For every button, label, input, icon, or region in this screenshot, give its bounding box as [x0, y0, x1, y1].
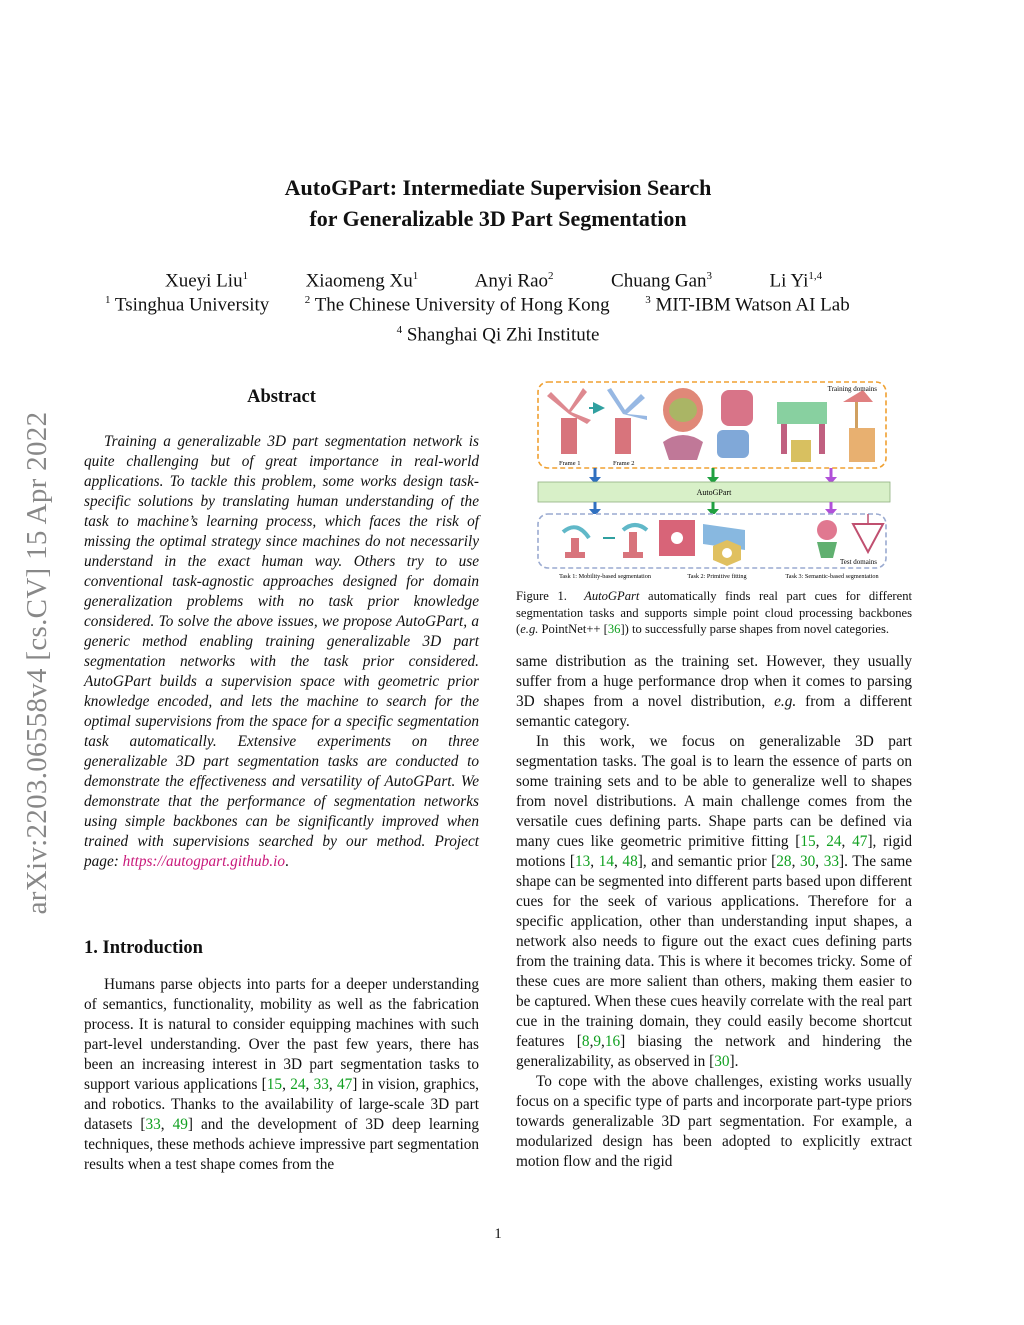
introduction-body: Humans parse objects into parts for a deeper understanding of semantics, functionality, mobility as well as the fabrication process. It is natural to consider equipping machines with such part-level understanding. Over the past few years, there has been an increasing interest in 3D part segmentation tasks to support various applications [15, 24, 33, 47] in vision, graphics, and robotics. Thanks to the availability of large-scale 3D part datasets [33, 49] and the development of 3D deep learning techniques, these methods achieve impressive part segmentation results when a test shape comes from the [84, 976, 479, 1173]
frame1-label: Frame 1 [559, 460, 581, 467]
arxiv-side-label: arXiv:2203.06558v4 [cs.CV] 15 Apr 2022 [21, 411, 53, 915]
citation[interactable]: 47 [337, 1076, 353, 1093]
autogpart-label: AutoGPart [696, 488, 732, 497]
right-column-body: same distribution as the training set. However, they usually suffer from a huge performance drop when it comes to parsing 3D shapes from a novel distribution, e.g. from a different semantic category. In this work, we focus on generalizable 3D part segmentation tasks. The goal is to learn the essence of parts on some training sets and to be able to generalize well to shapes from novel distributions. A main challenge comes from the versatile cues defining parts. Shape parts can be defined via many cues like geometric primitive fitting [15, 24, 47], rigid motions [13, 14, 48], and semantic prior [28, 30, 33]. The same shape can be segmented into different parts based upon different cues for the seek of various applications. Therefore for a specific application, other than understanding input shapes, a network also needs to figure out the exact cues defining parts from the training data. This is where it becomes tricky. Some of these cues are more salient than others, making them easier to be captured. When these cues heavily correlate with the real part cue in the training domain, they could easily become shortcut features [8,9,16] biasing the network and hindering the generalizability, as observed in [30]. To cope with the above challenges, existing works usually focus on a specific type of parts and incorporate part-type priors towards generalizable 3D part segmentation. For example, a modularized design has been adopted to explicitly extract motion flow and the rigid [516, 653, 913, 1170]
citation[interactable]: 9 [593, 1033, 602, 1050]
test-domains-label: Test domains [839, 558, 877, 566]
citation[interactable]: 47 [852, 833, 868, 850]
author-list: Xueyi Liu$^1$ Xiaomeng Xu$^1$ Anyi Rao$^2$ Chuang Gan$^3$ Li Yi$^{1,4}$ [165, 270, 823, 292]
affiliation: Tsinghua University [114, 294, 270, 316]
figure-1-caption: Figure 1. AutoGPart automatically finds real part cues for different segmentation tasks and supports simple point cloud processing backbones (e.g. PointNet++ [36]) to successfully parse shapes from novel categories. [516, 589, 912, 636]
training-domains-label: Training domains [827, 385, 877, 393]
citation[interactable]: 14 [598, 853, 614, 870]
citation[interactable]: 36 [607, 622, 621, 636]
author-name: Anyi Rao [474, 270, 549, 292]
task2-label: Task 2: Primitive fitting [687, 573, 747, 580]
citation[interactable]: 33 [313, 1076, 329, 1093]
author-name: Chuang Gan [611, 270, 707, 292]
figure-1-diagram [537, 380, 892, 582]
citation[interactable]: 16 [604, 1033, 621, 1050]
citation[interactable]: 15 [800, 833, 816, 850]
citation[interactable]: 30 [714, 1053, 730, 1070]
citation[interactable]: 48 [622, 853, 638, 870]
citation[interactable]: 33 [823, 853, 839, 870]
affiliation: Shanghai Qi Zhi Institute [406, 324, 600, 346]
author-name: Xueyi Liu [165, 270, 243, 292]
affiliation: The Chinese University of Hong Kong [314, 294, 610, 316]
affiliation: MIT-IBM Watson AI Lab [655, 294, 850, 316]
frame2-label: Frame 2 [613, 460, 635, 467]
paper-title-line2: for Generalizable 3D Part Segmentation [309, 206, 687, 231]
paper-title-line1: AutoGPart: Intermediate Supervision Search [284, 175, 712, 200]
task3-label: Task 3: Semantic-based segmentation [785, 573, 879, 580]
training-domain-box [538, 382, 886, 468]
page-number: 1 [494, 1226, 502, 1242]
citation[interactable]: 33 [145, 1116, 161, 1133]
author-name: Xiaomeng Xu [305, 270, 413, 292]
citation[interactable]: 15 [266, 1076, 283, 1093]
citation[interactable]: 13 [574, 853, 591, 870]
abstract-body: Training a generalizable 3D part segmentation network is quite challenging but of great importance in real-world applications. To tackle this problem, some works design task-specific solutions by translating human understanding of the task to machine’s learning process, which faces the risk of missing the optimal strategy since machines do not necessarily understand in the exact human way. Others try to use conventional task-agnostic approaches designed for domain generalization problems with no task prior knowledge considered. To solve the above issues, we propose AutoGPart, a generic method enabling training generalizable 3D part segmentation networks with the task prior considered. AutoGPart builds a supervision space with geometric prior knowledge encoded, and lets the machine to search for the optimal supervisions from the space for a specific segmentation task automatically. Extensive experiments on three generalizable 3D part segmentation tasks are conducted to demonstrate the effectiveness and versatility of AutoGPart. We demonstrate that the performance of segmentation networks using simple backbones can be significantly improved when trained with supervisions searched by our method. Project page: https://autogpart.github.io. [84, 433, 479, 870]
task1-label: Task 1: Mobility-based segmentation [559, 573, 651, 580]
affiliation-list: $^1$ Tsinghua University $^2$ The Chinese University of Hong Kong $^3$ MIT-IBM Watson AI Lab [105, 294, 850, 316]
abstract-heading: Abstract [247, 387, 316, 407]
citation[interactable]: 24 [826, 833, 842, 850]
citation[interactable]: 30 [799, 853, 816, 870]
author-name: Li Yi [769, 270, 809, 292]
citation[interactable]: 24 [290, 1076, 306, 1093]
figure-1 [537, 380, 892, 582]
citation[interactable]: 8 [581, 1033, 590, 1050]
introduction-heading: 1. Introduction [84, 938, 203, 958]
citation[interactable]: 49 [172, 1116, 188, 1133]
project-page-link[interactable]: https://autogpart.github.io [122, 853, 285, 870]
affiliation-line2: $^4$ Shanghai Qi Zhi Institute [396, 324, 600, 346]
citation[interactable]: 28 [776, 853, 792, 870]
